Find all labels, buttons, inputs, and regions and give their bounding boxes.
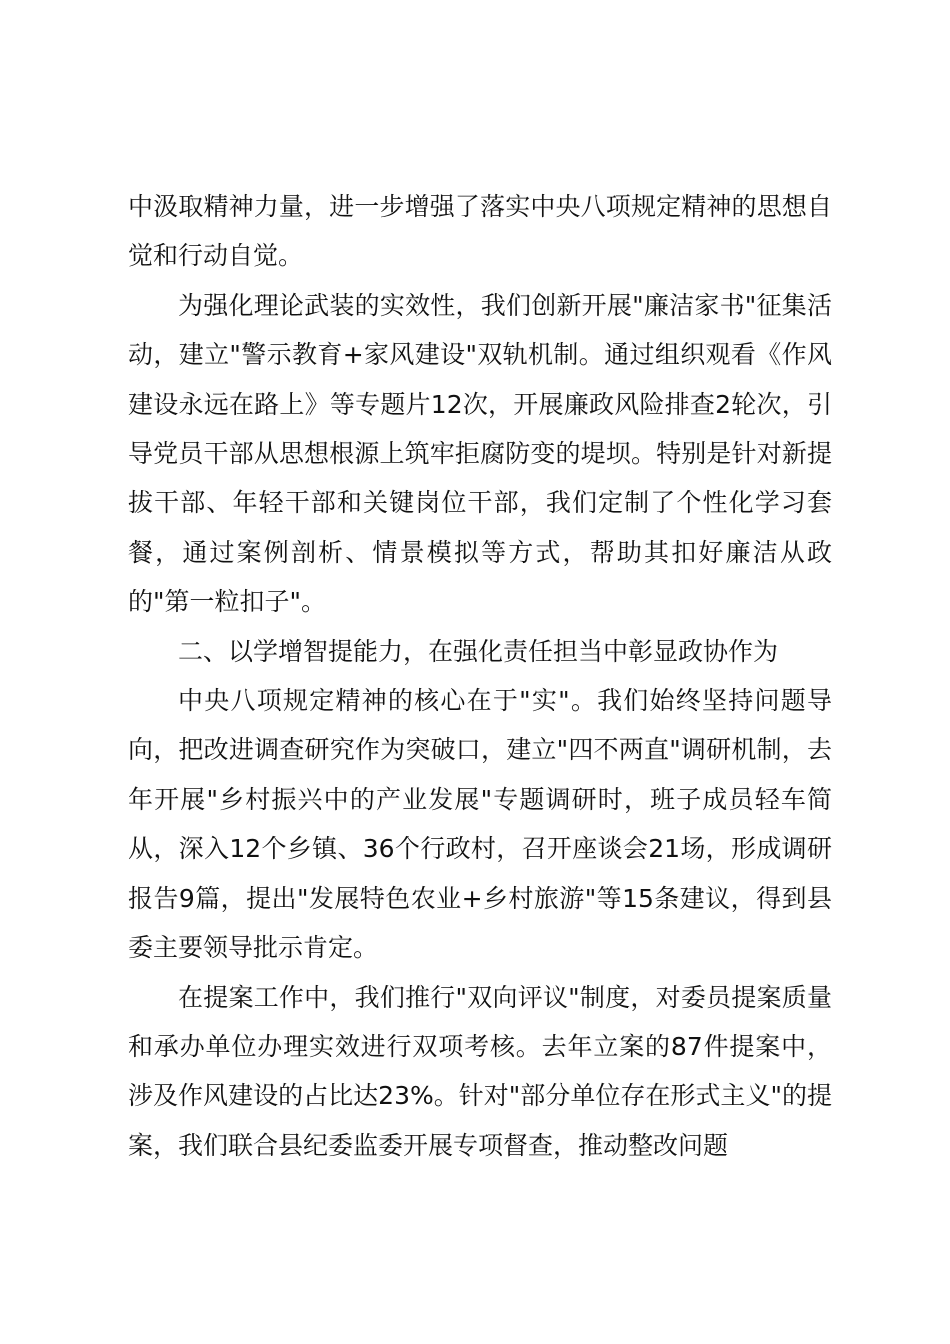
paragraph-proposals: 在提案工作中，我们推行"双向评议"制度，对委员提案质量和承办单位办理实效进行双项考核。去年立案的87件提案中，涉及作风建设的占比达23%。针对"部分单位存在形式主义"的提案，我们联合县纪委监委开展专项督查，推动整改问题 (128, 982, 832, 1160)
document-body (128, 182, 832, 1170)
section-heading: 二、以学增智提能力，在强化责任担当中彰显政协作为 (178, 636, 779, 666)
paragraph-research: 中央八项规定精神的核心在于"实"。我们始终坚持问题导向，把改进调查研究作为突破口，建立"四不两直"调研机制，去年开展"乡村振兴中的产业发展"专题调研时，班子成员轻车简从，深入12个乡镇、36个行政村，召开座谈会21场，形成调研报告9篇，提出"发展特色农业+乡村旅游"等15条建议，得到县委主要领导批示肯定。 (128, 686, 832, 963)
paragraph-theory-study: 为强化理论武装的实效性，我们创新开展"廉洁家书"征集活动，建立"警示教育+家风建设"双轨机制。通过组织观看《作风建设永远在路上》等专题片12次，开展廉政风险排查2轮次，引导党员干部从思想根源上筑牢拒腐防变的堤坝。特别是针对新提拔干部、年轻干部和关键岗位干部，我们定制了个性化学习套餐，通过案例剖析、情景模拟等方式，帮助其扣好廉洁从政的"第一粒扣子"。 (128, 290, 832, 617)
paragraph-continuation: 中汲取精神力量，进一步增强了落实中央八项规定精神的思想自觉和行动自觉。 (128, 192, 832, 271)
